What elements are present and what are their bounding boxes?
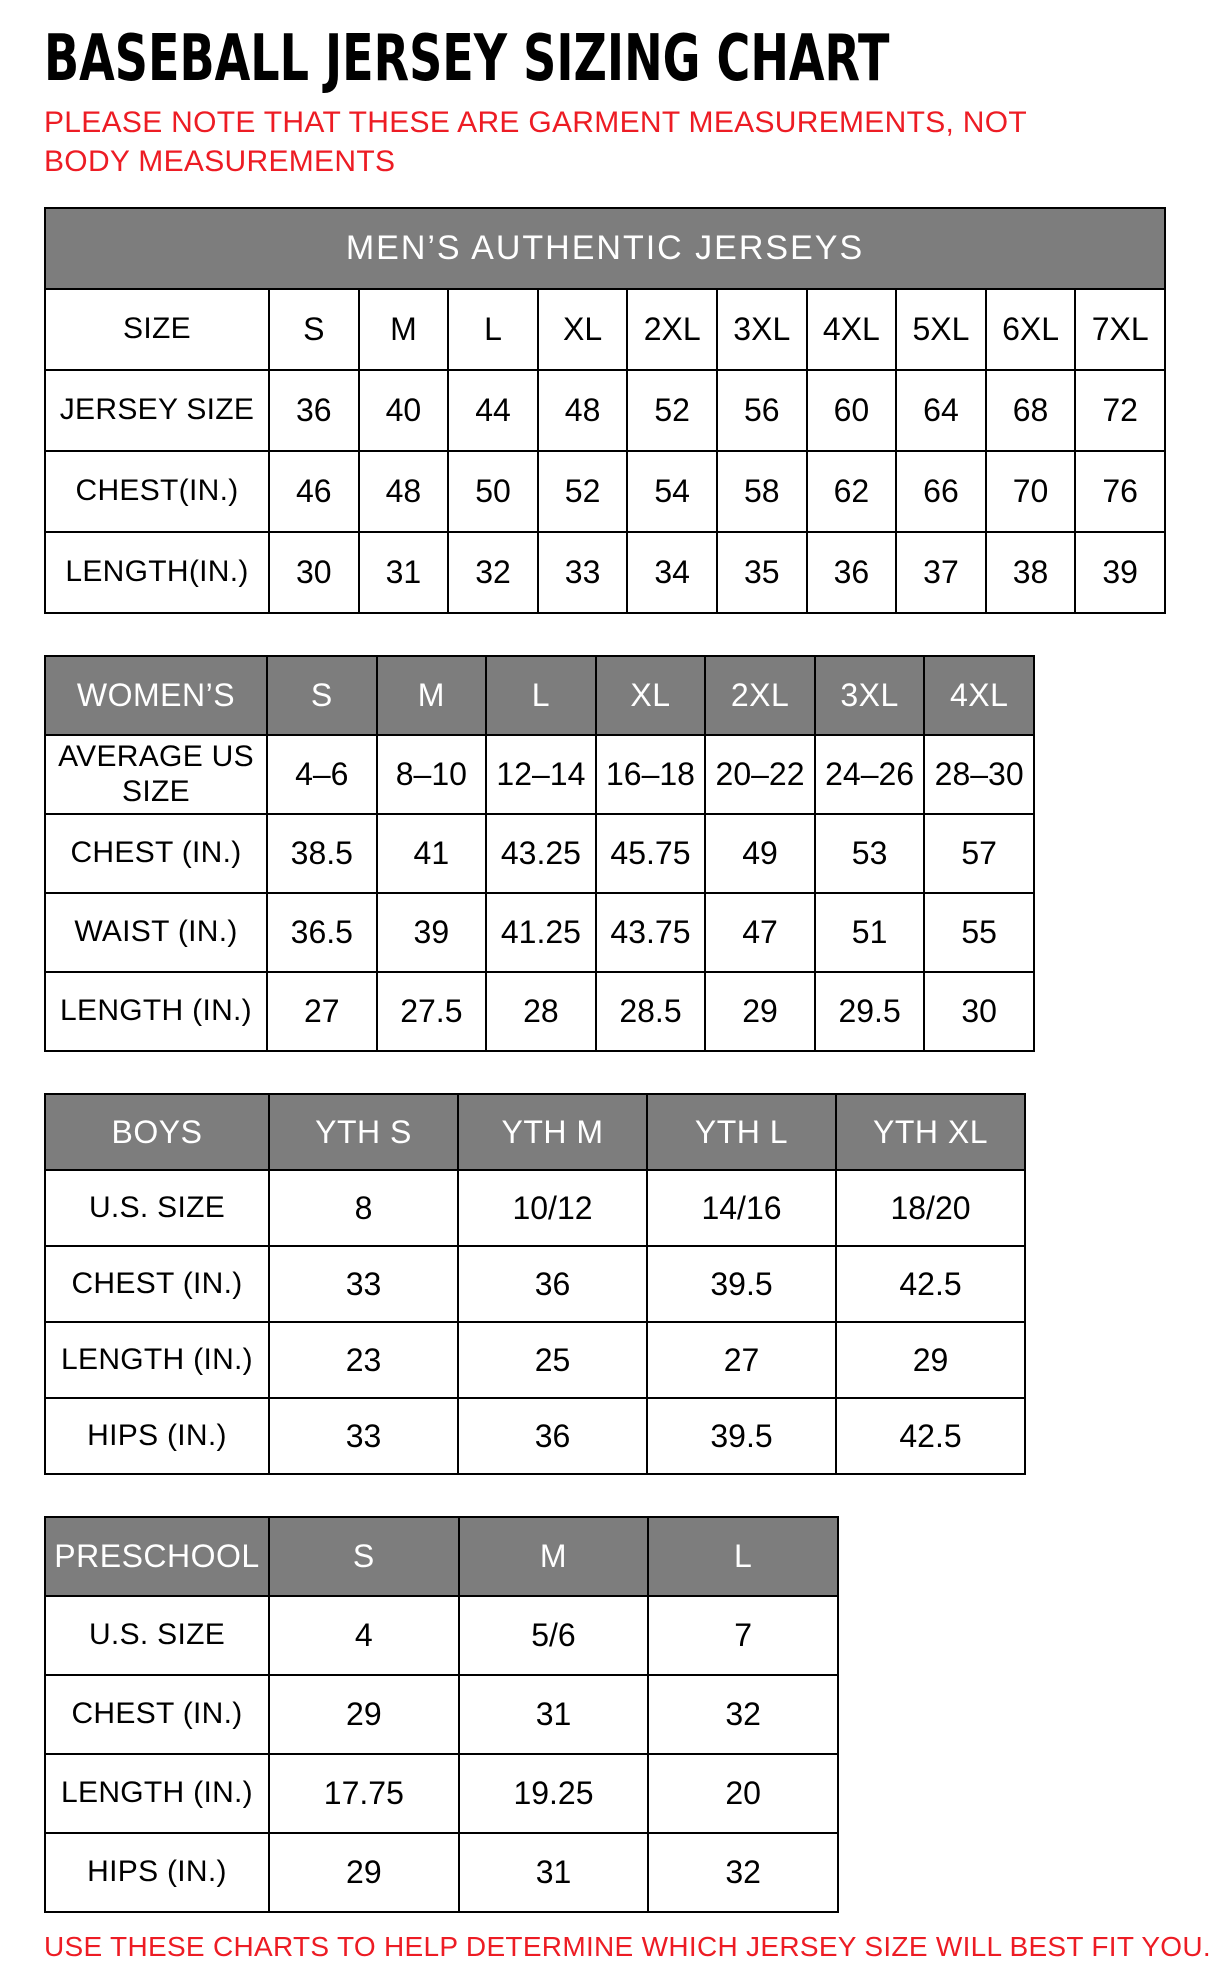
women-value-cell: 47 (705, 893, 815, 972)
boys-row (45, 1170, 1025, 1246)
men-table (44, 207, 1166, 614)
men-value-cell: 56 (717, 370, 807, 451)
boys-value-cell: 39.5 (647, 1246, 836, 1322)
men-value-cell: 4XL (807, 289, 897, 370)
women-row (45, 893, 1034, 972)
preschool-row (45, 1754, 838, 1833)
preschool-row-label: CHEST (IN.) (45, 1675, 269, 1754)
womens-sizing-table (44, 655, 1220, 1052)
men-value-cell: M (359, 289, 449, 370)
men-value-cell: 68 (986, 370, 1076, 451)
boys-value-cell: 33 (269, 1246, 458, 1322)
preschool-value-cell: 29 (269, 1675, 459, 1754)
women-row (45, 735, 1034, 814)
preschool-row (45, 1596, 838, 1675)
women-row-label: CHEST (IN.) (45, 814, 267, 893)
boys-header-cell: YTH M (458, 1094, 647, 1170)
women-header-cell: L (486, 656, 596, 735)
men-row-label: JERSEY SIZE (45, 370, 269, 451)
boys-row (45, 1246, 1025, 1322)
men-value-cell: 6XL (986, 289, 1076, 370)
men-value-cell: 52 (538, 451, 628, 532)
women-value-cell: 41.25 (486, 893, 596, 972)
women-value-cell: 27 (267, 972, 377, 1051)
page-title: BASEBALL JERSEY SIZING CHART (44, 22, 890, 96)
preschool-table (44, 1516, 839, 1913)
women-value-cell: 29 (705, 972, 815, 1051)
men-value-cell: L (448, 289, 538, 370)
boys-value-cell: 10/12 (458, 1170, 647, 1246)
boys-row-label: HIPS (IN.) (45, 1398, 269, 1474)
preschool-row (45, 1675, 838, 1754)
women-value-cell: 28.5 (596, 972, 706, 1051)
men-title-row (45, 208, 1165, 289)
preschool-value-cell: 29 (269, 1833, 459, 1912)
women-row (45, 972, 1034, 1051)
preschool-row-label: LENGTH (IN.) (45, 1754, 269, 1833)
men-value-cell: 48 (538, 370, 628, 451)
preschool-value-cell: 7 (648, 1596, 838, 1675)
boys-value-cell: 27 (647, 1322, 836, 1398)
preschool-value-cell: 4 (269, 1596, 459, 1675)
women-value-cell: 28 (486, 972, 596, 1051)
boys-row (45, 1322, 1025, 1398)
women-value-cell: 57 (924, 814, 1034, 893)
women-value-cell: 41 (377, 814, 487, 893)
men-value-cell: 5XL (896, 289, 986, 370)
women-header-label: WOMEN’S (45, 656, 267, 735)
boys-row-label: LENGTH (IN.) (45, 1322, 269, 1398)
women-value-cell: 8–10 (377, 735, 487, 814)
preschool-header-row (45, 1517, 838, 1596)
boys-row-label: CHEST (IN.) (45, 1246, 269, 1322)
men-row (45, 532, 1165, 613)
preschool-header-label: PRESCHOOL (45, 1517, 269, 1596)
boys-header-cell: YTH XL (836, 1094, 1025, 1170)
women-value-cell: 43.75 (596, 893, 706, 972)
men-value-cell: 64 (896, 370, 986, 451)
preschool-header-cell: M (459, 1517, 649, 1596)
preschool-value-cell: 19.25 (459, 1754, 649, 1833)
men-value-cell: 54 (627, 451, 717, 532)
men-value-cell: 38 (986, 532, 1076, 613)
men-row-label: CHEST(IN.) (45, 451, 269, 532)
preschool-header-cell: L (648, 1517, 838, 1596)
boys-value-cell: 25 (458, 1322, 647, 1398)
women-value-cell: 38.5 (267, 814, 377, 893)
men-value-cell: 36 (269, 370, 359, 451)
men-value-cell: XL (538, 289, 628, 370)
women-header-cell: 4XL (924, 656, 1034, 735)
men-table-title: MEN’S AUTHENTIC JERSEYS (45, 208, 1165, 289)
boys-sizing-table (44, 1093, 1220, 1475)
men-row (45, 451, 1165, 532)
mens-authentic-jerseys-table (44, 207, 1220, 614)
women-value-cell: 12–14 (486, 735, 596, 814)
men-value-cell: 30 (269, 532, 359, 613)
women-row-label: WAIST (IN.) (45, 893, 267, 972)
men-value-cell: 76 (1075, 451, 1165, 532)
men-row-label: LENGTH(IN.) (45, 532, 269, 613)
men-row (45, 370, 1165, 451)
men-value-cell: 36 (807, 532, 897, 613)
men-value-cell: 7XL (1075, 289, 1165, 370)
boys-value-cell: 36 (458, 1246, 647, 1322)
men-value-cell: 44 (448, 370, 538, 451)
preschool-value-cell: 17.75 (269, 1754, 459, 1833)
men-value-cell: 35 (717, 532, 807, 613)
boys-value-cell: 14/16 (647, 1170, 836, 1246)
women-value-cell: 49 (705, 814, 815, 893)
boys-value-cell: 29 (836, 1322, 1025, 1398)
women-value-cell: 16–18 (596, 735, 706, 814)
preschool-row-label: U.S. SIZE (45, 1596, 269, 1675)
preschool-row-label: HIPS (IN.) (45, 1833, 269, 1912)
boys-value-cell: 39.5 (647, 1398, 836, 1474)
preschool-sizing-table (44, 1516, 1220, 1913)
women-header-cell: 3XL (815, 656, 925, 735)
women-header-row (45, 656, 1034, 735)
boys-value-cell: 42.5 (836, 1246, 1025, 1322)
boys-row-label: U.S. SIZE (45, 1170, 269, 1246)
women-table (44, 655, 1035, 1052)
boys-value-cell: 33 (269, 1398, 458, 1474)
men-value-cell: 34 (627, 532, 717, 613)
women-value-cell: 45.75 (596, 814, 706, 893)
men-value-cell: 70 (986, 451, 1076, 532)
preschool-value-cell: 32 (648, 1833, 838, 1912)
boys-header-cell: YTH L (647, 1094, 836, 1170)
men-value-cell: 66 (896, 451, 986, 532)
women-row (45, 814, 1034, 893)
women-value-cell: 36.5 (267, 893, 377, 972)
women-value-cell: 29.5 (815, 972, 925, 1051)
boys-value-cell: 42.5 (836, 1398, 1025, 1474)
boys-header-row (45, 1094, 1025, 1170)
women-row-label: LENGTH (IN.) (45, 972, 267, 1051)
men-value-cell: 46 (269, 451, 359, 532)
preschool-value-cell: 32 (648, 1675, 838, 1754)
men-value-cell: 3XL (717, 289, 807, 370)
men-value-cell: 48 (359, 451, 449, 532)
men-value-cell: 62 (807, 451, 897, 532)
men-value-cell: 60 (807, 370, 897, 451)
men-value-cell: 39 (1075, 532, 1165, 613)
women-value-cell: 30 (924, 972, 1034, 1051)
men-value-cell: 52 (627, 370, 717, 451)
women-value-cell: 20–22 (705, 735, 815, 814)
boys-header-cell: YTH S (269, 1094, 458, 1170)
women-header-cell: XL (596, 656, 706, 735)
men-value-cell: 33 (538, 532, 628, 613)
women-value-cell: 24–26 (815, 735, 925, 814)
men-row (45, 289, 1165, 370)
boys-value-cell: 18/20 (836, 1170, 1025, 1246)
preschool-row (45, 1833, 838, 1912)
women-value-cell: 51 (815, 893, 925, 972)
men-value-cell: 37 (896, 532, 986, 613)
men-value-cell: 58 (717, 451, 807, 532)
women-value-cell: 4–6 (267, 735, 377, 814)
men-value-cell: 2XL (627, 289, 717, 370)
boys-table (44, 1093, 1026, 1475)
women-value-cell: 55 (924, 893, 1034, 972)
women-header-cell: S (267, 656, 377, 735)
preschool-header-cell: S (269, 1517, 459, 1596)
boys-header-label: BOYS (45, 1094, 269, 1170)
men-value-cell: 50 (448, 451, 538, 532)
boys-value-cell: 36 (458, 1398, 647, 1474)
women-header-cell: M (377, 656, 487, 735)
women-value-cell: 53 (815, 814, 925, 893)
men-value-cell: 40 (359, 370, 449, 451)
boys-value-cell: 8 (269, 1170, 458, 1246)
men-value-cell: S (269, 289, 359, 370)
preschool-value-cell: 5/6 (459, 1596, 649, 1675)
men-row-label: SIZE (45, 289, 269, 370)
women-header-cell: 2XL (705, 656, 815, 735)
women-value-cell: 39 (377, 893, 487, 972)
women-value-cell: 43.25 (486, 814, 596, 893)
preschool-value-cell: 20 (648, 1754, 838, 1833)
preschool-value-cell: 31 (459, 1675, 649, 1754)
men-value-cell: 32 (448, 532, 538, 613)
women-value-cell: 27.5 (377, 972, 487, 1051)
women-value-cell: 28–30 (924, 735, 1034, 814)
women-row-label: AVERAGE US SIZE (45, 735, 267, 814)
boys-value-cell: 23 (269, 1322, 458, 1398)
men-value-cell: 31 (359, 532, 449, 613)
preschool-value-cell: 31 (459, 1833, 649, 1912)
fit-advice-note: USE THESE CHARTS TO HELP DETERMINE WHICH JERSEY SIZE WILL BEST FIT YOU. (44, 1931, 1211, 1963)
men-value-cell: 72 (1075, 370, 1165, 451)
garment-measurements-note: PLEASE NOTE THAT THESE ARE GARMENT MEASUREMENTS, NOT BODY MEASUREMENTS (44, 106, 1027, 179)
boys-row (45, 1398, 1025, 1474)
